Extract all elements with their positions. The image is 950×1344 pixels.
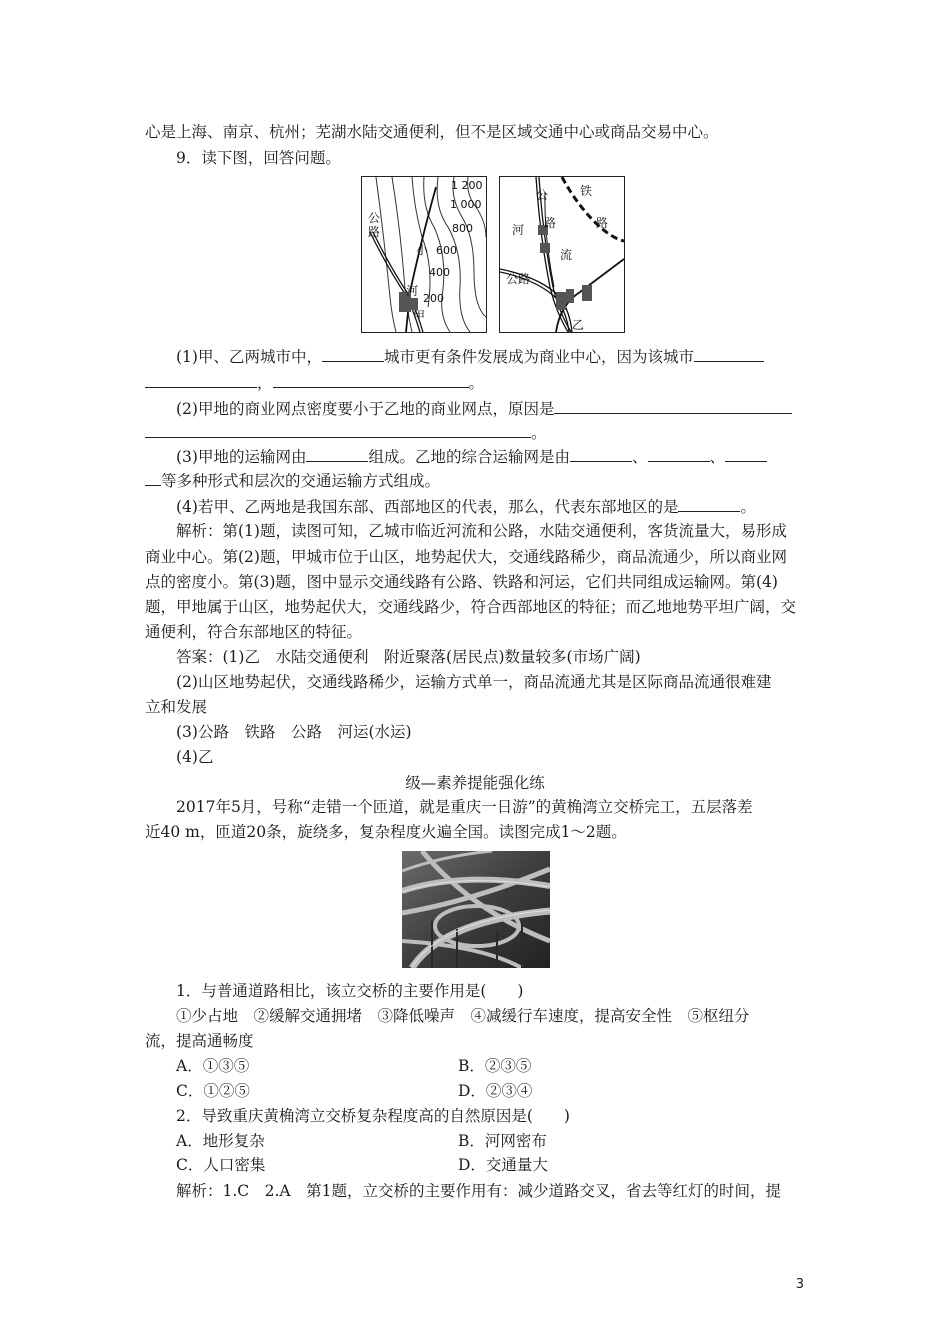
- passage-line: 近40 m，匝道20条，旋绕多，复杂程度火遍全国。读图完成1～2题。: [145, 823, 627, 841]
- q9-part2-line2: [145, 422, 547, 443]
- q9-answer-line: (2)山区地势起伏，交通线路稀少，运输方式单一，商品流通尤其是区际商品流通很难建: [176, 673, 772, 691]
- mcq2-option-d[interactable]: D．交通量大: [458, 1156, 548, 1174]
- answer-blank[interactable]: [648, 446, 710, 462]
- q9-p1-text-b: 城市更有条件发展成为商业中心，因为该城市: [383, 348, 694, 366]
- road-label: 公: [368, 211, 381, 225]
- contour-line: [376, 177, 396, 332]
- river-label: 流: [560, 248, 573, 262]
- page-number: 3: [795, 1277, 804, 1292]
- rail-label: 铁: [580, 184, 593, 198]
- q9-analysis-line: 解析：第(1)题，读图可知，乙城市临近河流和公路，水陆交通便利，客货流量大，易形成: [176, 522, 787, 540]
- q9-p2-text-a: (2)甲地的商业网点密度要小于乙地的商业网点，原因是: [176, 400, 555, 418]
- interchange-photo: [402, 851, 550, 968]
- road-label: 路: [368, 225, 381, 239]
- q9-part3-line1: [176, 446, 767, 467]
- river-label: 河: [512, 223, 525, 237]
- answer-blank[interactable]: [273, 372, 469, 388]
- q9-p3-text-b: 组成。乙地的综合运输网是由: [368, 448, 570, 466]
- mcq1-stem: 1．与普通道路相比，该立交桥的主要作用是( ): [176, 982, 524, 1000]
- mcq2-option-b[interactable]: B．河网密布: [458, 1132, 547, 1150]
- contour-label: 1 200: [451, 179, 483, 192]
- q9-p3-text-d: 、: [709, 448, 726, 466]
- q9-p1-text-a: (1)甲、乙两城市中，: [176, 348, 322, 366]
- q9-p4-text-b: 。: [740, 498, 756, 516]
- map-left-drawing: [362, 177, 486, 332]
- q9-p3-text-a: (3)甲地的运输网由: [176, 448, 307, 466]
- rail-label: 路: [596, 216, 609, 230]
- mcq1-items-line: ①少占地 ②缓解交通拥堵 ③降低噪声 ④减缓行车速度，提高安全性 ⑤枢纽分: [176, 1007, 750, 1025]
- answer-blank[interactable]: [570, 446, 632, 462]
- mcq1-option-a[interactable]: A．①③⑤: [176, 1057, 250, 1075]
- city-label-jia: 甲: [413, 309, 426, 323]
- city-block-yi: [582, 285, 592, 301]
- map-left: [361, 176, 487, 333]
- railway-line: [562, 177, 624, 241]
- q9-answer-line: (3)公路 铁路 公路 河运(水运): [176, 723, 412, 741]
- answer-blank[interactable]: [145, 470, 161, 486]
- q9-stem: 9．读下图，回答问题。: [176, 149, 341, 167]
- mcq1-option-c[interactable]: C．①②⑤: [176, 1082, 250, 1100]
- final-analysis-line: 解析：1.C 2.A 第1题，立交桥的主要作用有：减少道路交叉，省去等红灯的时间，提: [176, 1182, 781, 1200]
- river-line: [544, 192, 557, 287]
- q9-analysis-line: 题，甲地属于山区，地势起伏大，交通线路少，符合西部地区的特征；而乙地地势平坦广阔，交: [145, 598, 797, 616]
- q9-p4-text-a: (4)若甲、乙两地是我国东部、西部地区的代表，那么，代表东部地区的是: [176, 498, 679, 516]
- contour-label: 200: [423, 292, 444, 305]
- answer-blank[interactable]: [145, 422, 531, 438]
- q9-part1-line1: [176, 346, 764, 367]
- answer-blank[interactable]: [725, 446, 767, 462]
- mcq2-option-a[interactable]: A．地形复杂: [176, 1132, 265, 1150]
- mcq2-option-c[interactable]: C．人口密集: [176, 1156, 266, 1174]
- river-label: 河: [406, 284, 419, 298]
- road-label: 公: [536, 188, 549, 202]
- interchange-photo-drawing: [402, 851, 550, 968]
- river-label: 小: [416, 243, 429, 257]
- q9-answer-line: (4)乙: [176, 748, 214, 766]
- intro-line: 心是上海、南京、杭州；芜湖水陆交通便利，但不是区域交通中心或商品交易中心。: [145, 123, 719, 141]
- contour-label: 600: [436, 244, 457, 257]
- q9-analysis-line: 点的密度小。第(3)题，图中显示交通线路有公路、铁路和河运，它们共同组成运输网。第(4): [145, 573, 778, 591]
- q9-answer-line: 答案：(1)乙 水陆交通便利 附近聚落(居民点)数量较多(市场广阔): [176, 648, 641, 666]
- answer-blank[interactable]: [306, 446, 368, 462]
- road-label: 路: [544, 216, 557, 230]
- q9-part1-line2: [145, 372, 484, 393]
- city-block-yi: [566, 289, 574, 303]
- map-right: [499, 176, 625, 333]
- answer-blank[interactable]: [554, 398, 792, 414]
- q9-part3-line2: [145, 470, 440, 491]
- q9-p3-text-e: 等多种形式和层次的交通运输方式组成。: [161, 472, 441, 490]
- mcq1-option-d[interactable]: D．②③④: [458, 1082, 533, 1100]
- answer-blank[interactable]: [322, 346, 384, 362]
- q9-part4: [176, 496, 756, 517]
- road2-label: 公路: [506, 272, 531, 286]
- q9-part2-line1: [176, 398, 792, 419]
- answer-blank[interactable]: [694, 346, 764, 362]
- mcq2-stem: 2．导致重庆黄桷湾立交桥复杂程度高的自然原因是( ): [176, 1107, 570, 1125]
- mcq1-items-line: 流，提高通畅度: [145, 1032, 254, 1050]
- contour-label: 400: [429, 266, 450, 279]
- city-label-yi: 乙: [572, 318, 585, 332]
- q9-p1-text-c: ，: [257, 374, 273, 392]
- q9-p1-text-d: 。: [468, 374, 485, 392]
- section-title: 级—素养提能强化练: [405, 774, 545, 792]
- city-block: [540, 243, 550, 253]
- mcq1-option-b[interactable]: B．②③⑤: [458, 1057, 532, 1075]
- q9-analysis-line: 商业中心。第(2)题，甲城市位于山区，地势起伏大，交通线路稀少，商品流通少，所以商业网: [145, 548, 787, 566]
- contour-label: 800: [452, 222, 473, 235]
- passage-line: 2017年5月，号称“走错一个匝道，就是重庆一日游”的黄桷湾立交桥完工，五层落差: [176, 798, 753, 816]
- answer-blank[interactable]: [678, 496, 740, 512]
- answer-blank[interactable]: [145, 372, 257, 388]
- contour-label: 1 000: [450, 198, 482, 211]
- city-block-yi: [556, 292, 566, 310]
- q9-p3-text-c: 、: [631, 448, 648, 466]
- q9-answer-line: 立和发展: [145, 698, 208, 716]
- q9-analysis-line: 通便利，符合东部地区的特征。: [145, 623, 363, 641]
- q9-p2-text-b: 。: [531, 424, 547, 442]
- map-right-drawing: [500, 177, 624, 332]
